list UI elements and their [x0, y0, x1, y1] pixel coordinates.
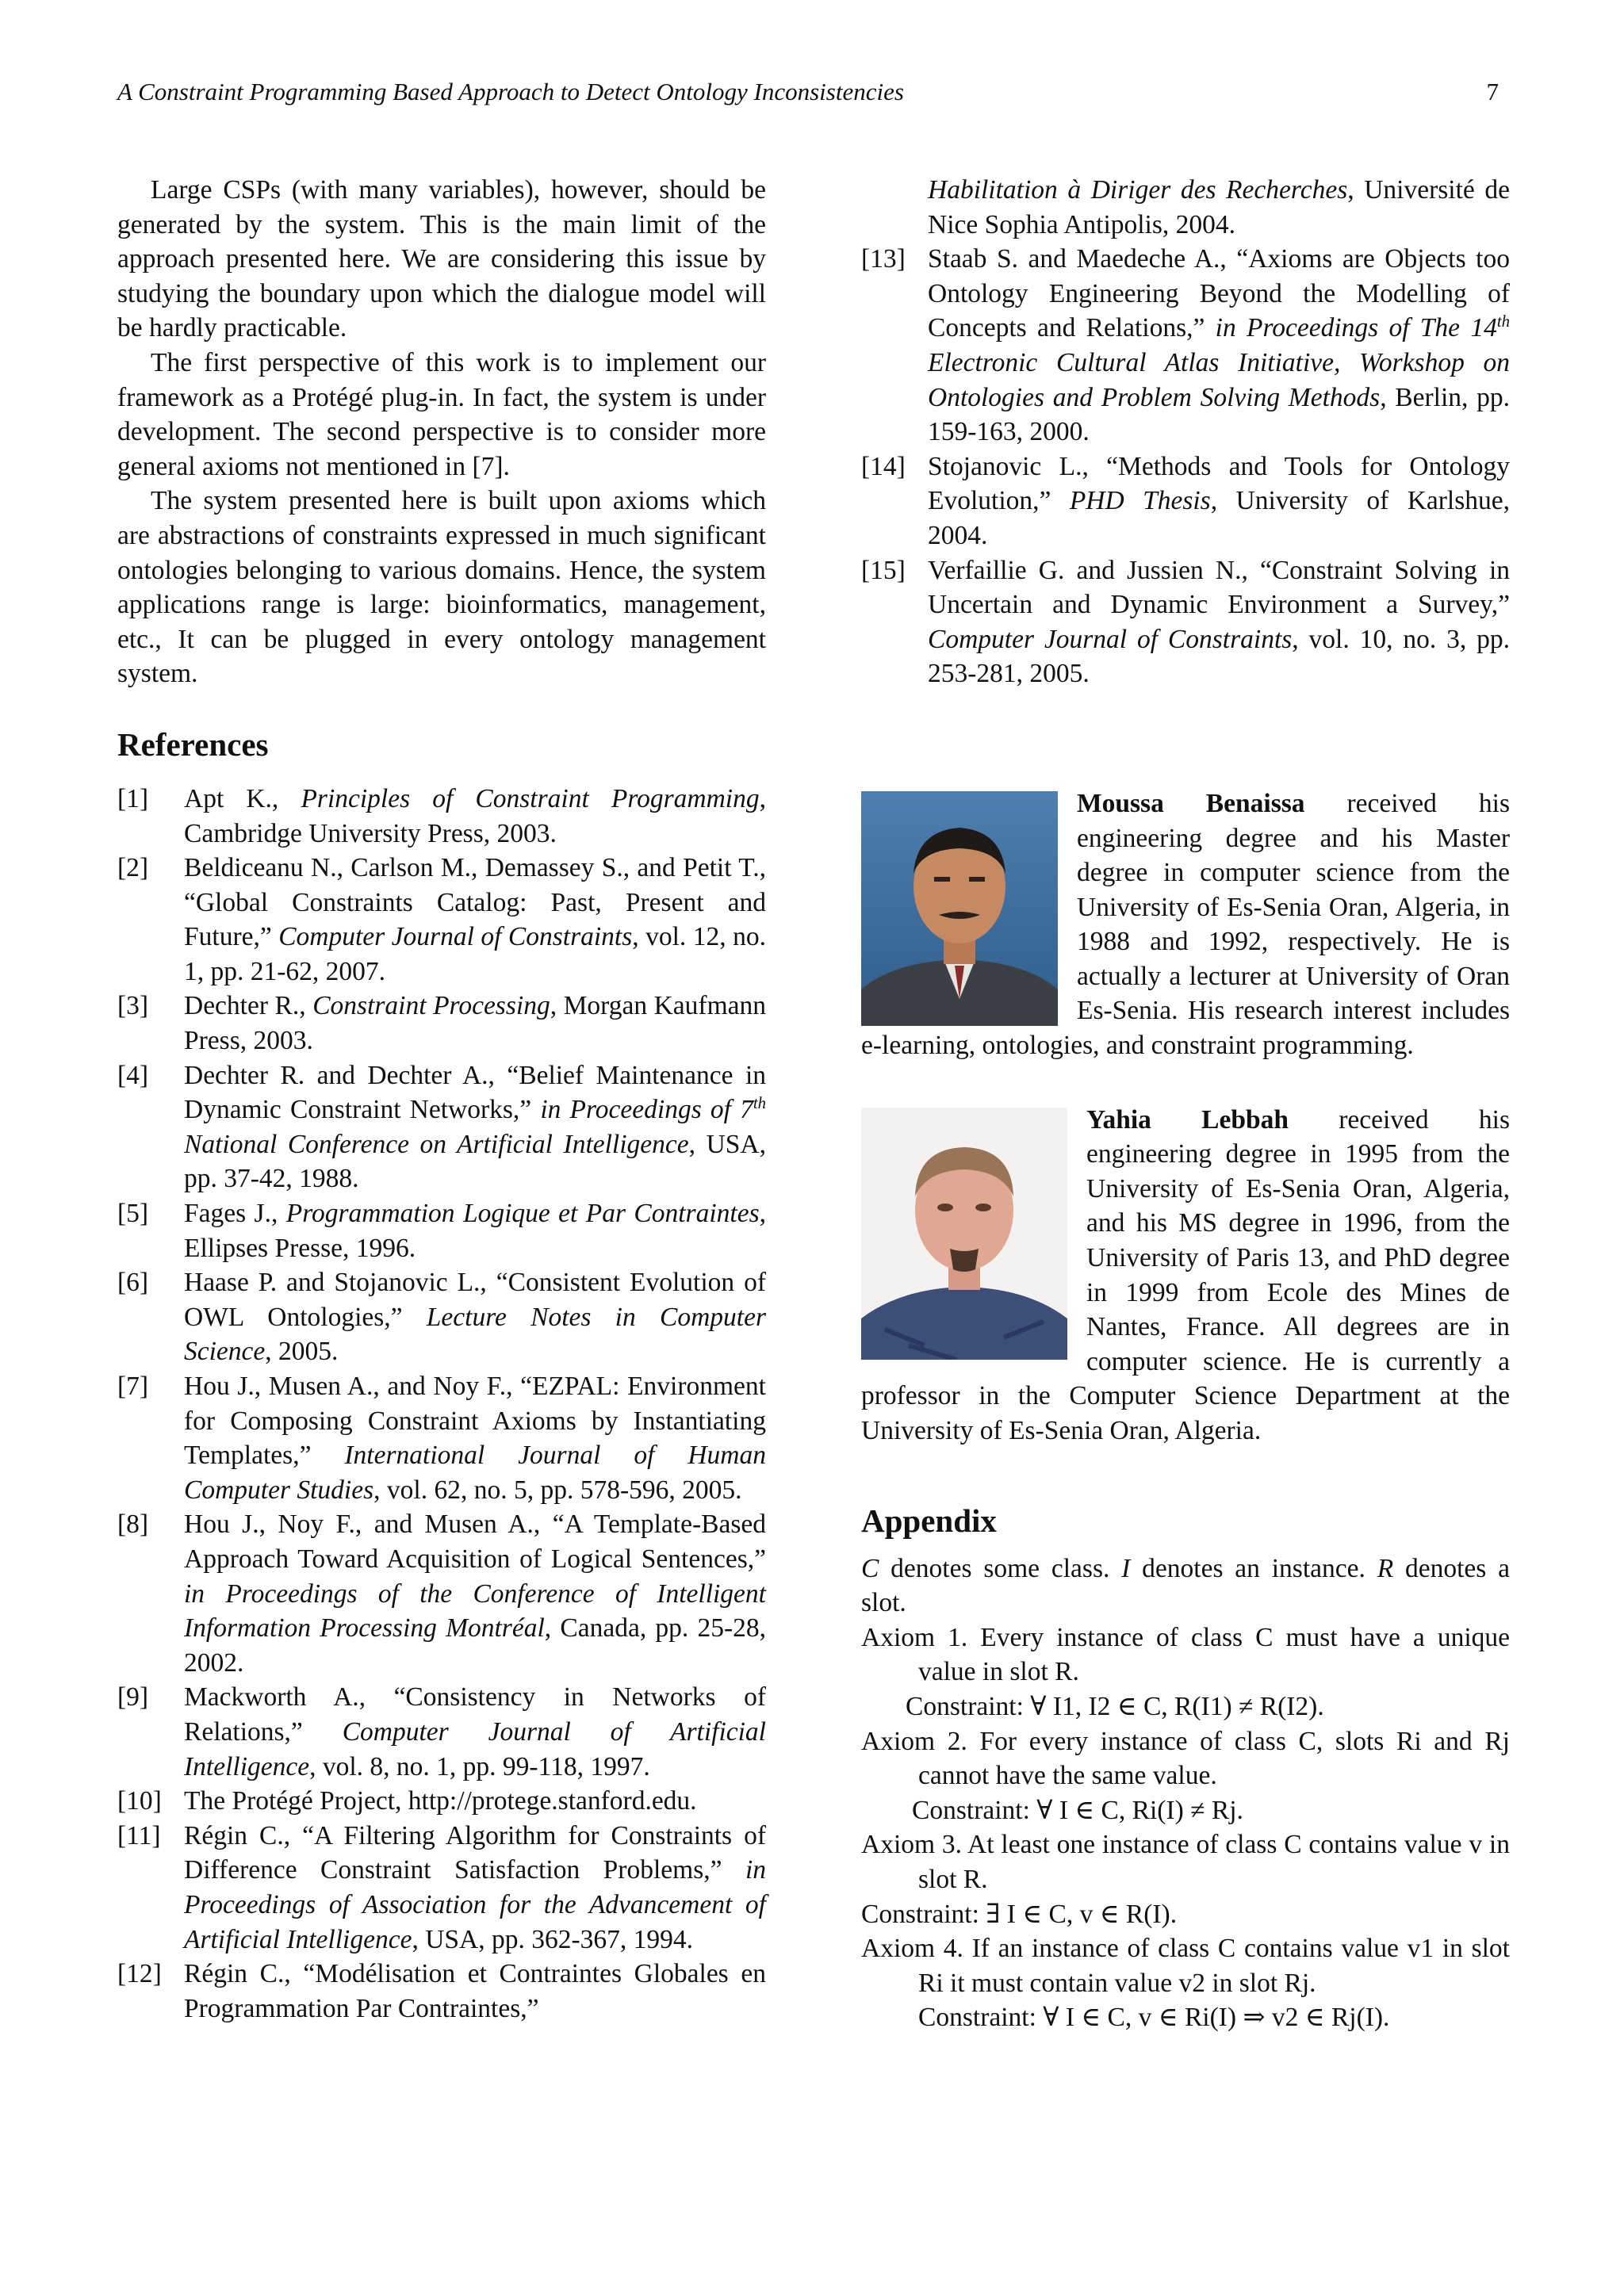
reference-title: PHD Thesis: [1069, 486, 1211, 516]
reference-text: Fages J.,: [184, 1199, 286, 1229]
reference-text: , USA, pp. 362-367, 1994.: [412, 1924, 694, 1954]
reference-text: , Cambridge University Press, 2003.: [184, 783, 766, 848]
author-name: Moussa Benaissa: [1077, 788, 1305, 818]
author-name: Yahia Lebbah: [1086, 1104, 1289, 1135]
axiom-1: Axiom 1. Every instance of class C must have a unique value in slot R.: [861, 1622, 1510, 1687]
superscript: th: [753, 1094, 767, 1113]
axiom-4-constraint: Constraint: ∀ I ∈ C, v ∈ Ri(I) ⇒ v2 ∈ Rj(I).: [918, 2003, 1390, 2033]
reference-number: [9]: [117, 1682, 149, 1712]
author-photo: [861, 1108, 1067, 1360]
reference-text: Dechter R.,: [184, 991, 313, 1021]
reference-number: [7]: [117, 1372, 149, 1401]
reference-title: in Proceedings of The 14: [1215, 313, 1497, 343]
axiom-3: Axiom 3. At least one instance of class C contains value v in slot R.: [861, 1830, 1510, 1894]
reference-number: [13]: [861, 244, 906, 274]
reference-item: [117, 1369, 766, 1507]
reference-title: Principles of Constraint Programming: [301, 783, 760, 813]
reference-number: [4]: [117, 1060, 149, 1090]
reference-number: [2]: [117, 853, 149, 883]
reference-list-continued: [861, 173, 1510, 691]
reference-item: [117, 1819, 766, 1957]
reference-number: [11]: [117, 1820, 161, 1850]
author-photo: [861, 791, 1058, 1026]
reference-text: , Berlin, pp. 159-163, 2000.: [928, 382, 1511, 447]
author-bio: [861, 1103, 1510, 1448]
reference-text: , University of Karlshue, 2004.: [928, 486, 1510, 550]
author-bio: [861, 786, 1510, 1063]
reference-item: [861, 553, 1510, 691]
reference-list: [117, 782, 766, 2026]
reference-text: Régin C., “Modélisation et Contraintes Globales en Programmation Par Contraintes,”: [184, 1959, 766, 2023]
reference-text: , Ellipses Presse, 1996.: [184, 1199, 766, 1263]
reference-item-continued: [861, 173, 1510, 242]
body-paragraph: The system presented here is built upon axioms which are abstractions of constraints expressed in much significant ontologies belonging to various domains. Hence, the system applications range is large: bioinformatics, management, etc., It can be plugged in every ontology management system.: [117, 486, 766, 689]
references-heading: References: [117, 725, 269, 763]
reference-text: Stojanovic L., “Methods and Tools for Ontology Evolution,”: [928, 451, 1510, 516]
reference-text: , vol. 12, no. 1, pp. 21-62, 2007.: [184, 922, 766, 986]
reference-title: Lecture Notes in Computer Science: [184, 1302, 766, 1367]
reference-title: Computer Journal of Constraints: [928, 624, 1293, 654]
reference-text: , USA, pp. 37-42, 1988.: [184, 1129, 766, 1194]
reference-item: [117, 989, 766, 1058]
reference-number: [12]: [117, 1959, 162, 1989]
reference-item: [117, 782, 766, 851]
appendix-heading: Appendix: [861, 1502, 997, 1539]
author-bio-text: received his engineering degree and his Master degree in computer science from the University of Es-Senia Oran, Algeria, in 1988 and 1992, respectively. He is actually a lecturer at University of Oran Es-Senia. His research interest includes e-learning, ontologies, and constraint programming.: [861, 788, 1510, 1061]
reference-number: [3]: [117, 991, 149, 1021]
reference-text: Staab S. and Maedeche A., “Axioms are Objects too Ontology Engineering Beyond the Modelling of Concepts and Relations,”: [928, 244, 1510, 343]
reference-text: , Université de Nice Sophia Antipolis, 2004.: [928, 175, 1510, 239]
reference-text: Hou J., Musen A., and Noy F., “EZPAL: Environment for Composing Constraint Axioms by Instantiating Templates,”: [184, 1372, 766, 1471]
reference-item: [117, 1058, 766, 1196]
reference-item: [117, 1507, 766, 1680]
reference-text: Régin C., “A Filtering Algorithm for Constraints of Difference Constraint Satisfaction Problems,”: [184, 1820, 766, 1885]
author-bio-text: received his engineering degree in 1995 from the University of Es-Senia Oran, Algeria, and his MS degree in 1996, from the University of Paris 13, and PhD degree in 1999 from Ecole des Mines de Nantes, France. All degrees are in computer science. He is currently a professor in the Computer Science Department at the University of Es-Senia Oran, Algeria.: [861, 1104, 1510, 1445]
reference-title: National Conference on Artificial Intelligence: [184, 1129, 689, 1159]
reference-number: [8]: [117, 1510, 149, 1540]
reference-number: [15]: [861, 555, 906, 585]
reference-text: The Protégé Project, http://protege.stanford.edu.: [184, 1786, 697, 1816]
reference-text: Beldiceanu N., Carlson M., Demassey S., and Petit T., “Global Constraints Catalog: Past, Present and Future,”: [184, 853, 766, 952]
reference-text: Haase P. and Stojanovic L., “Consistent Evolution of OWL Ontologies,”: [184, 1268, 766, 1332]
axiom-2-constraint: Constraint: ∀ I ∈ C, Ri(I) ≠ Rj.: [912, 1795, 1243, 1825]
reference-title: Constraint Processing: [312, 991, 550, 1021]
reference-text: Mackworth A., “Consistency in Networks of Relations,”: [184, 1682, 766, 1747]
axiom-4: Axiom 4. If an instance of class C contains value v1 in slot Ri it must contain value v2 in slot Rj.: [861, 1934, 1510, 1998]
reference-title: Electronic Cultural Atlas Initiative, Workshop on Ontologies and Problem Solving Methods: [928, 347, 1510, 412]
reference-text: Apt K.,: [184, 783, 301, 813]
reference-text: , vol. 8, no. 1, pp. 99-118, 1997.: [309, 1751, 650, 1781]
body-paragraph: Large CSPs (with many variables), however, should be generated by the system. This is the main limit of the approach presented here. We are considering this issue by studying the boundary upon which the dialogue model will be hardly practicable.: [117, 175, 766, 343]
reference-title: Computer Journal of Artificial Intelligence: [184, 1716, 766, 1781]
appendix-body: [861, 1552, 1510, 2035]
reference-item: [117, 1680, 766, 1784]
reference-title: in Proceedings of the Conference of Intelligent Information Processing Montréal: [184, 1578, 766, 1644]
reference-text: , vol. 10, no. 3, pp. 253-281, 2005.: [928, 624, 1510, 689]
reference-title: Computer Journal of Constraints: [278, 922, 633, 952]
right-column: [861, 173, 1510, 2035]
reference-item: [117, 1957, 766, 2026]
reference-item: [117, 851, 766, 989]
reference-text: , Morgan Kaufmann Press, 2003.: [184, 991, 767, 1056]
left-column: [117, 173, 766, 2026]
reference-title: Programmation Logique et Par Contraintes: [285, 1199, 760, 1229]
body-paragraph: The first perspective of this work is to implement our framework as a Protégé plug-in. In fact, the system is under development. The second perspective is to consider more general axioms not mentioned in [7].: [117, 347, 766, 481]
reference-item: [117, 1784, 766, 1819]
appendix-intro: C denotes some class. I denotes an instance. R denotes a slot.: [861, 1553, 1510, 1618]
axiom-2: Axiom 2. For every instance of class C, slots Ri and Rj cannot have the same value.: [861, 1726, 1510, 1791]
reference-item: [117, 1265, 766, 1369]
reference-number: [1]: [117, 783, 149, 813]
reference-number: [10]: [117, 1786, 162, 1816]
reference-number: [14]: [861, 451, 906, 481]
axiom-1-constraint: Constraint: ∀ I1, I2 ∈ C, R(I1) ≠ R(I2).: [906, 1691, 1324, 1721]
running-header: [117, 78, 1499, 113]
reference-number: [5]: [117, 1199, 149, 1229]
reference-number: [6]: [117, 1268, 149, 1298]
reference-item: [861, 450, 1510, 553]
reference-text: , vol. 62, no. 5, pp. 578-596, 2005.: [373, 1475, 742, 1505]
axiom-3-constraint: Constraint: ∃ I ∈ C, v ∈ R(I).: [861, 1899, 1178, 1929]
reference-title: in Proceedings of 7: [540, 1095, 753, 1125]
running-title: A Constraint Programming Based Approach to Detect Ontology Inconsistencies: [117, 78, 904, 105]
reference-text: , 2005.: [265, 1337, 339, 1367]
reference-title: International Journal of Human Computer Studies: [184, 1441, 766, 1505]
reference-text: , Canada, pp. 25-28, 2002.: [184, 1613, 767, 1678]
reference-item: [861, 242, 1510, 450]
reference-text: Dechter R. and Dechter A., “Belief Maintenance in Dynamic Constraint Networks,”: [184, 1060, 766, 1125]
reference-title: in Proceedings of Association for the Advancement of Artificial Intelligence: [184, 1855, 766, 1954]
reference-text: Verfaillie G. and Jussien N., “Constraint Solving in Uncertain and Dynamic Environment a Survey,”: [928, 555, 1510, 620]
reference-text: Hou J., Noy F., and Musen A., “A Template-Based Approach Toward Acquisition of Logical Sentences,”: [184, 1510, 766, 1574]
page-number: 7: [1486, 78, 1499, 105]
reference-title: Habilitation à Diriger des Recherches: [928, 175, 1348, 205]
superscript: th: [1496, 312, 1510, 331]
reference-item: [117, 1196, 766, 1265]
